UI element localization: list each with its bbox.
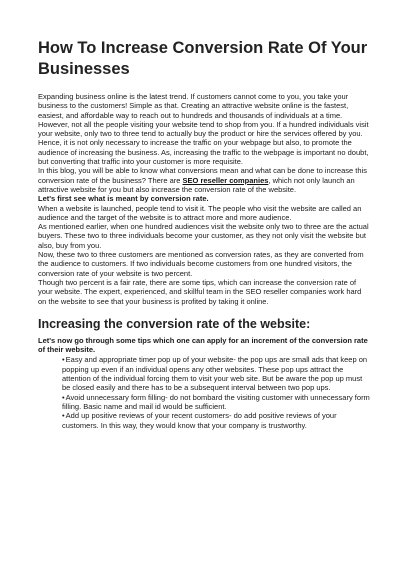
paragraph-blog-text-end: , which not only launch an attractive website for you but also increase the conversion rate of the website.: [38, 175, 355, 194]
paragraph-traffic: Hence, it is not only necessary to increase the traffic on your webpage but also, to promote the audience of increasing the business. As, increasing the traffic to the webpage is important no doubt, but converting that traffic into your customer is more requisite.: [38, 138, 369, 167]
paragraph-audience: When a website is launched, people tend to visit it. The people who visit the website are called an audience and the target of the website is to attract more and more audience.: [38, 203, 362, 222]
paragraph-tips-intro: Though two percent is a fair rate, there are some tips, which can increase the conversion rate of your website. The expert, experienced, and skillful team in the SEO reseller companies work hard on the website to see that your business is profited by taking it online.: [38, 277, 362, 306]
tip-text: Add up positive reviews of your recent customers- do add positive reviews of your customers. In this way, they would know that your company is trustworthy.: [62, 411, 337, 430]
document-body: [38, 92, 370, 306]
tip-text: Avoid unnecessary form filling- do not bombard the visiting customer with unnecessary form filling. Basic name and mail id would be sufficient.: [62, 392, 370, 411]
paragraph-buyers: As mentioned earlier, when one hundred audiences visit the website only two to three are the actual buyers. These two to three individuals become your customer, as they not only visit the website but also, buy from you.: [38, 222, 369, 250]
bullet-icon: •: [62, 392, 65, 402]
paragraph-blog-text-start: In this blog, you will be able to know what conversions mean and what can be done to increase this conversion rate of the business? There are: [38, 166, 367, 185]
paragraph-intro: Expanding business online is the latest trend. If customers cannot come to you, you take your business to the customers! Simple as that. Creating an attractive website online is the fastest, easiest, and affordable way to reach out to hundreds and thousands of individuals at a time.: [38, 92, 349, 120]
paragraph-blog: [38, 166, 370, 194]
paragraph-conversion-rate: Now, these two to three customers are mentioned as conversion rates, as they are converted from the audience to customers. If two individuals become customers from one hundred visitors, the conversion rate of your website is two percent.: [38, 250, 364, 278]
paragraph-visitors: However, not all the people visiting your website tend to shop from you. If a hundred individuals visit your website, only two to three tend to actually buy the product or hire the services offered by you.: [38, 119, 369, 139]
bullet-icon: •: [62, 411, 65, 421]
list-item: [62, 355, 370, 392]
list-item: [62, 411, 370, 430]
section-lead: Let's now go through some tips which one can apply for an increment of the conversion rate of their website.: [38, 335, 368, 355]
bullet-icon: •: [62, 355, 65, 365]
tip-text: Easy and appropriate timer pop up of your website- the pop ups are small ads that keep on popping up even if an individual opens any other websites. These pop ups attract the attention of the individual forcing them to visit your web site. But be aware the pop up must be closed easily and there has to be a subsequent interval between two pop ups.: [62, 355, 368, 393]
document-title: How To Increase Conversion Rate Of Your Businesses: [38, 39, 368, 78]
seo-reseller-companies-link[interactable]: SEO reseller companies: [182, 175, 269, 185]
list-item: [62, 393, 370, 412]
paragraph-conversion-question: Let's first see what is meant by conversion rate.: [38, 194, 209, 204]
tips-list: [38, 355, 370, 429]
section-heading: Increasing the conversion rate of the website:: [38, 316, 311, 331]
